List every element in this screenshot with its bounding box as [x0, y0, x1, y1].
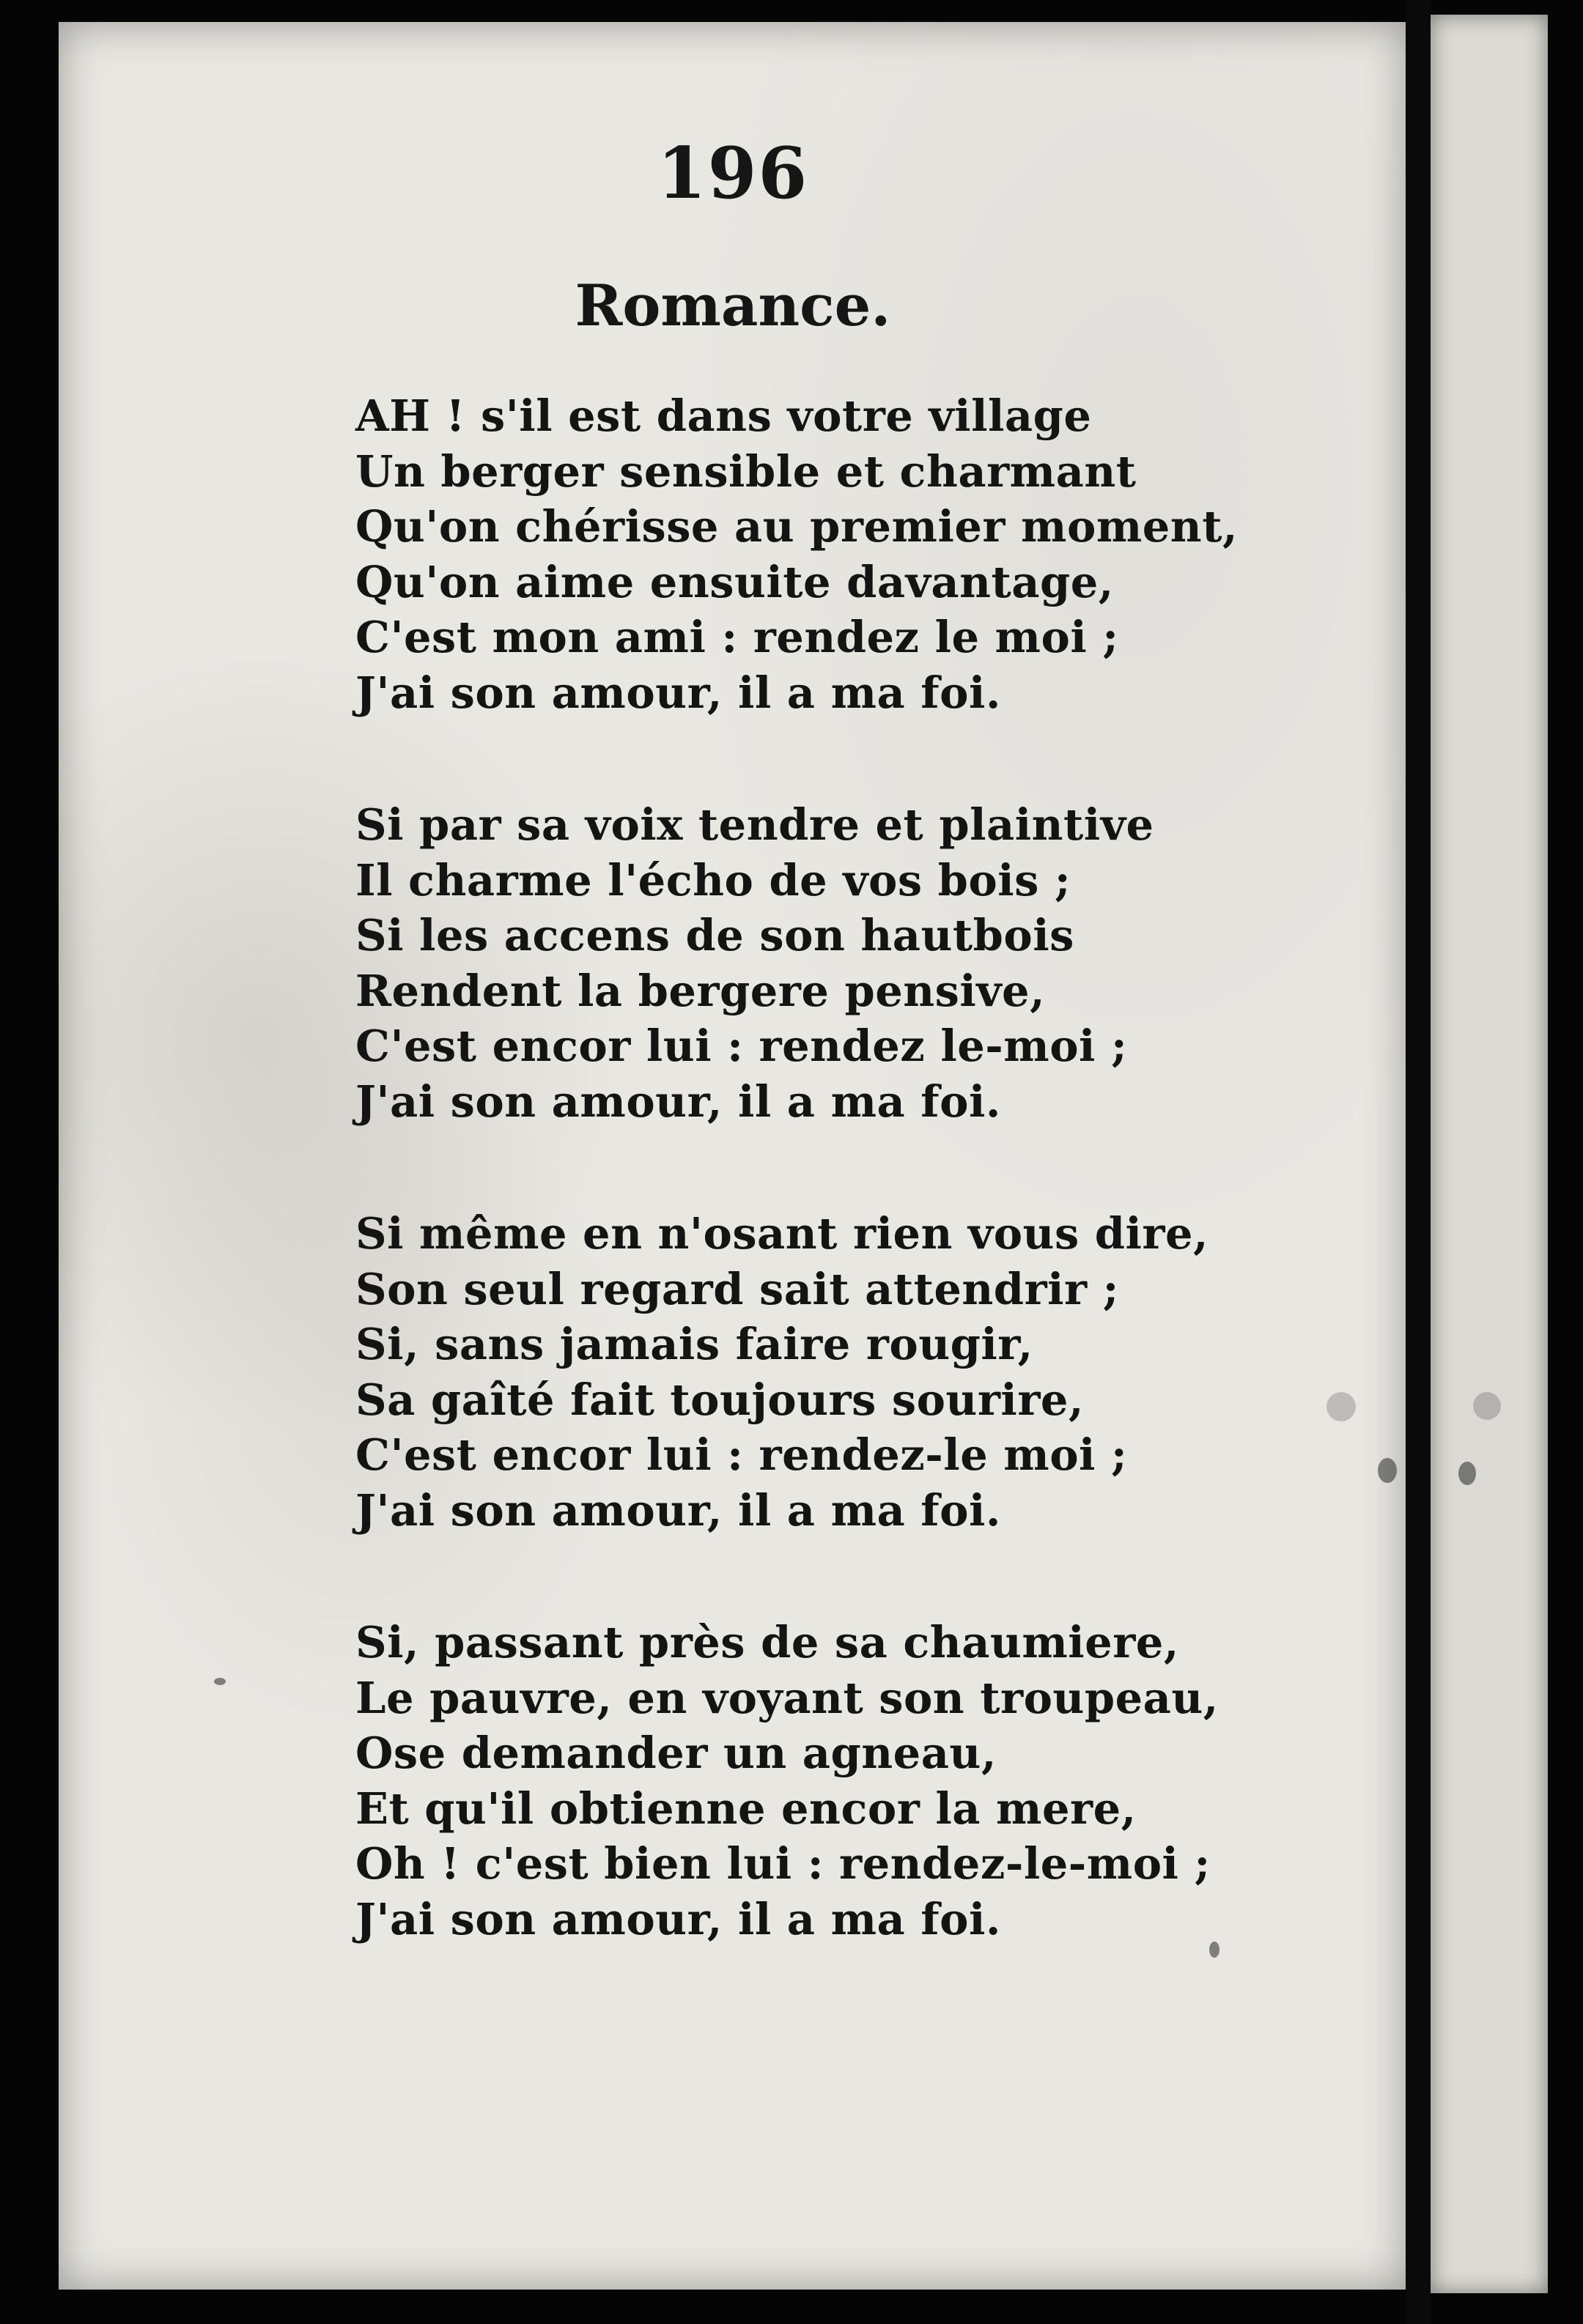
poem-line: C'est mon ami : rendez le moi ; — [355, 612, 1119, 662]
stanza-1 — [355, 388, 1238, 720]
scan-right-border — [1548, 0, 1583, 2324]
poem-line: C'est encor lui : rendez le-moi ; — [355, 1021, 1128, 1071]
stanza-2 — [355, 797, 1184, 1129]
ink-speck — [1473, 1392, 1501, 1420]
poem-line: Si même en n'osant rien vous dire, — [355, 1208, 1209, 1259]
poem-line: Il charme l'écho de vos bois ; — [355, 854, 1071, 906]
ink-speck — [1458, 1462, 1476, 1485]
poem-line: AH ! s'il est dans votre village — [355, 391, 1092, 441]
poem-line: Un berger sensible et charmant — [355, 445, 1137, 497]
poem-line: Si les accens de son hautbois — [355, 910, 1074, 961]
poem-line: C'est encor lui : rendez-le moi ; — [355, 1429, 1128, 1480]
ink-speck — [214, 1678, 226, 1685]
poem-line: Si, passant près de sa chaumiere, — [355, 1617, 1179, 1668]
poem-line: Qu'on aime ensuite davantage, — [355, 556, 1114, 607]
poem-line: J'ai son amour, il a ma foi. — [355, 667, 1001, 718]
poem-line: Et qu'il obtienne encor la mere, — [355, 1783, 1137, 1834]
poem-line: J'ai son amour, il a ma foi. — [355, 1484, 1001, 1536]
poem-line: Le pauvre, en voyant son troupeau, — [355, 1672, 1219, 1723]
adjacent-page-edge — [1431, 15, 1548, 2293]
poem-line: J'ai son amour, il a ma foi. — [355, 1893, 1001, 1944]
stanza-4 — [355, 1615, 1219, 1947]
ink-speck — [1378, 1458, 1397, 1483]
ink-speck — [1326, 1392, 1356, 1421]
ink-speck — [1209, 1942, 1219, 1958]
poem-line: Si par sa voix tendre et plaintive — [355, 799, 1154, 850]
poem-line: Qu'on chérisse au premier moment, — [355, 501, 1238, 552]
poem-line: J'ai son amour, il a ma foi. — [355, 1076, 1001, 1127]
poem-line: Oh ! c'est bien lui : rendez-le-moi ; — [355, 1838, 1211, 1889]
poem-line: Sa gaîté fait toujours sourire, — [355, 1374, 1084, 1425]
poem-line: Ose demander un agneau, — [355, 1728, 997, 1778]
poem-line: Si, sans jamais faire rougir, — [355, 1319, 1033, 1369]
page-gutter — [1406, 0, 1431, 2324]
poem-body — [355, 388, 1238, 2024]
poem-title: Romance. — [575, 273, 891, 339]
poem-line: Son seul regard sait attendrir ; — [355, 1263, 1119, 1314]
page-number: 196 — [657, 132, 809, 215]
poem-line: Rendent la bergere pensive, — [355, 965, 1046, 1016]
stanza-3 — [355, 1206, 1209, 1538]
